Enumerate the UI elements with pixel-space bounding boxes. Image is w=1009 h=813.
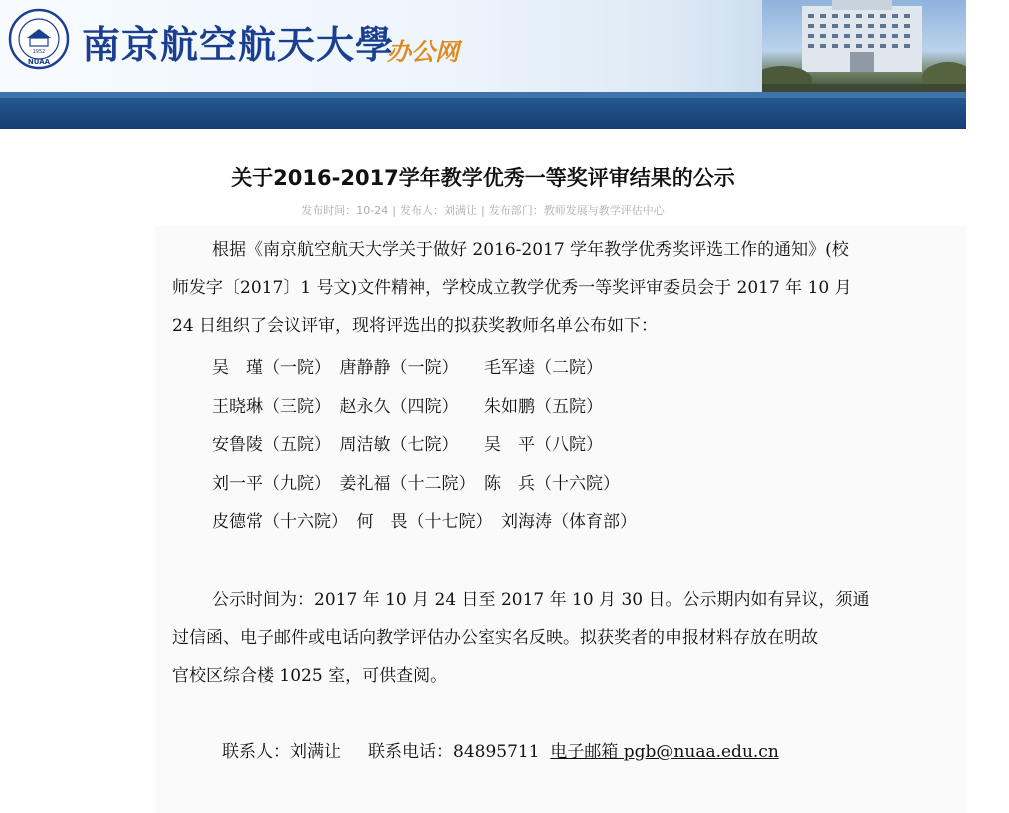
meta-separator: | [392, 204, 396, 217]
paragraph-line: 24 日组织了会议评审，现将评选出的拟获奖教师名单公布如下： [172, 316, 659, 336]
contact-phone: 联系电话：84895711 [368, 742, 540, 762]
winner-row: 安鲁陵（五院） 周洁敏（七院） 吴 平（八院） [212, 435, 603, 455]
office-site-name[interactable]: 办公网 [387, 38, 459, 66]
winner-row: 吴 瑾（一院） 唐静静（一院） 毛军逵（二院） [212, 358, 603, 378]
contact-person: 联系人：刘满让 [222, 742, 341, 762]
contact-info [222, 737, 779, 767]
right-gutter [966, 0, 1009, 813]
seal-year: 1952 [32, 49, 46, 55]
publisher: 发布人：刘满让 [399, 204, 477, 217]
paragraph-line: 根据《南京航空航天大学关于做好 2016-2017 学年教学优秀奖评选工作的通知》(校 [212, 240, 849, 260]
paragraph-line: 公示时间为：2017 年 10 月 24 日至 2017 年 10 月 30 日。公示期内如有异议，须通 [212, 590, 870, 610]
winner-row: 王晓琳（三院） 赵永久（四院） 朱如鹏（五院） [212, 396, 603, 417]
winner-row: 刘一平（九院） 姜礼福（十二院） 陈 兵（十六院） [212, 473, 620, 494]
paragraph-line: 官校区综合楼 1025 室，可供查阅。 [172, 666, 448, 686]
publish-department: 发布部门：教师发展与教学评估中心 [488, 204, 665, 217]
winner-row: 皮德常（十六院） 何 畏（十七院） 刘海涛（体育部） [212, 512, 637, 532]
campus-building-image [762, 0, 966, 92]
article-title: 关于2016-2017学年教学优秀一等奖评审结果的公示 [231, 166, 735, 190]
intro-paragraph [172, 231, 962, 345]
notice-paragraph [172, 581, 962, 695]
university-name[interactable]: 南京航空航天大學 [82, 22, 395, 67]
article-meta [0, 202, 966, 218]
university-seal-icon[interactable] [8, 8, 70, 70]
meta-separator: | [480, 204, 485, 217]
publish-time: 发布时间：10-24 [301, 204, 389, 217]
header-banner [0, 0, 966, 92]
seal-text: NUAA [27, 58, 51, 66]
contact-email-link[interactable]: 电子邮箱 pgb@nuaa.edu.cn [550, 742, 779, 762]
navigation-bar-highlight [0, 92, 966, 98]
winner-list [212, 349, 637, 542]
paragraph-line: 师发字〔2017〕1 号文)文件精神，学校成立教学优秀一等奖评审委员会于 2017 年 10 月 [172, 278, 852, 298]
paragraph-line: 过信函、电子邮件或电话向教学评估办公室实名反映。拟获奖者的申报材料存放在明故 [172, 628, 818, 648]
